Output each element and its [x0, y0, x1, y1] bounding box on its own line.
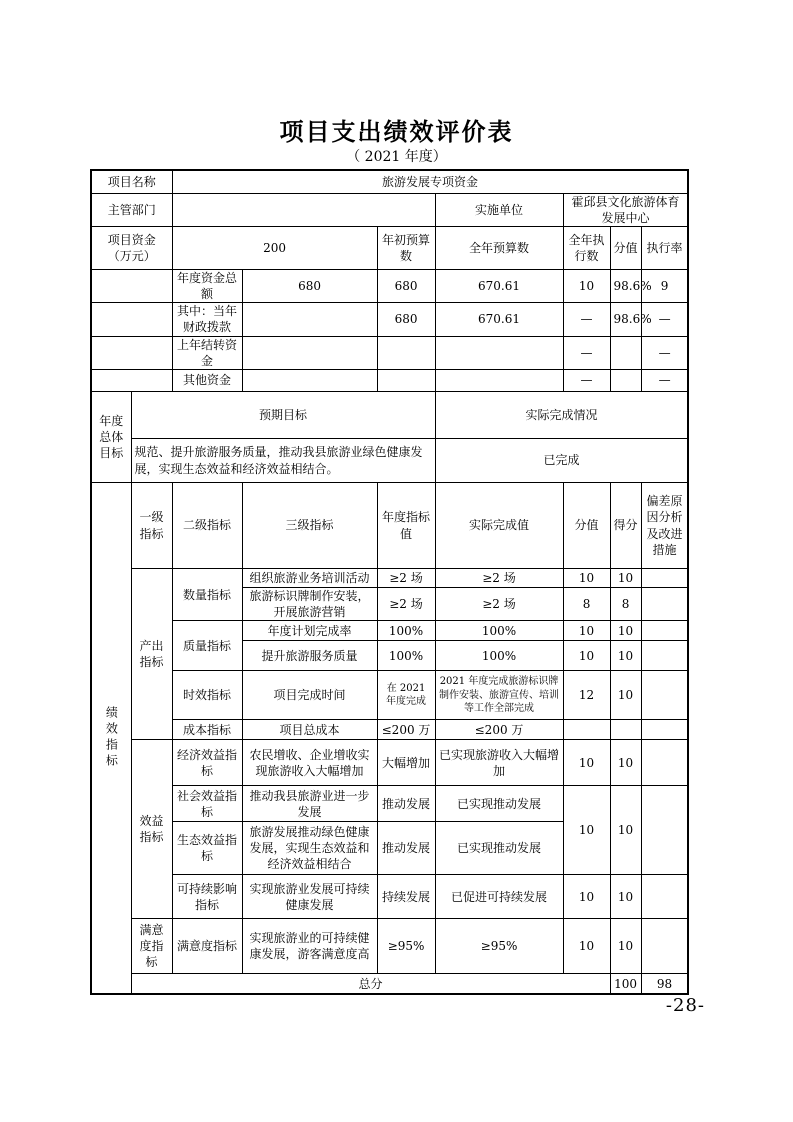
- satisfaction-label: 满意度指标: [131, 919, 172, 974]
- target-cell: 100%: [377, 641, 435, 671]
- funds-row-annual: 680: [377, 303, 435, 336]
- funds-row-annual: 680: [377, 269, 435, 302]
- score-cell: [563, 720, 610, 740]
- header-exec: 全年执行数: [563, 226, 610, 269]
- l3-cell: 项目总成本: [242, 720, 377, 740]
- actual-cell: 已实现旅游收入大幅增加: [435, 740, 563, 786]
- perf-header-target: 年度指标值: [377, 483, 435, 569]
- row-overall-content: [91, 439, 688, 483]
- table-row: [91, 875, 688, 919]
- overall-actual: 已完成: [435, 439, 688, 483]
- row-funds-carryover: [91, 336, 688, 369]
- funds-label: 项目资金 （万元）: [91, 226, 172, 269]
- output-label: 产出指标: [131, 569, 172, 740]
- perf-header-actual: 实际完成值: [435, 483, 563, 569]
- score-cell: 10: [563, 786, 610, 875]
- project-name-label: 项目名称: [91, 170, 172, 193]
- target-cell: ≥2 场: [377, 569, 435, 588]
- funds-row-label: 年度资金总额: [172, 269, 242, 302]
- row-total: [91, 974, 688, 994]
- row-funds-finance: [91, 303, 688, 336]
- funds-row-label: 其中：当年财政拨款: [172, 303, 242, 336]
- target-cell: 推动发展: [377, 786, 435, 822]
- target-cell: 大幅增加: [377, 740, 435, 786]
- score-cell: 10: [563, 740, 610, 786]
- funds-row-annual: [377, 336, 435, 369]
- page-number: -28-: [665, 995, 705, 1016]
- funds-row-rate: [610, 336, 641, 369]
- target-cell: ≥95%: [377, 919, 435, 974]
- funds-row-got: —: [641, 370, 688, 392]
- funds-row-got: —: [641, 336, 688, 369]
- table-row: [91, 569, 688, 588]
- actual-cell: 已实现推动发展: [435, 822, 563, 875]
- row-department: [91, 193, 688, 226]
- table-row: [91, 671, 688, 720]
- target-cell: ≤200 万: [377, 720, 435, 740]
- l2-cell: 质量指标: [172, 621, 242, 671]
- reason-cell: [641, 569, 688, 588]
- total-got: 98: [641, 974, 688, 994]
- l2-cell: 时效指标: [172, 671, 242, 720]
- row-project-name: [91, 170, 688, 193]
- got-cell: 10: [610, 875, 641, 919]
- funds-row-got: —: [641, 303, 688, 336]
- score-cell: 10: [563, 919, 610, 974]
- table-row: [91, 621, 688, 641]
- evaluation-table: [90, 169, 689, 995]
- actual-cell: 已促进可持续发展: [435, 875, 563, 919]
- l2-cell: 满意度指标: [172, 919, 242, 974]
- l3-cell: 提升旅游服务质量: [242, 641, 377, 671]
- funds-row-budget: 680: [242, 269, 377, 302]
- l3-cell: 实现旅游业的可持续健康发展，游客满意度高: [242, 919, 377, 974]
- row-overall-header: [91, 392, 688, 439]
- header-score: 分值: [610, 226, 641, 269]
- header-annual: 全年预算数: [435, 226, 563, 269]
- got-cell: 10: [610, 786, 641, 875]
- actual-cell: 2021 年度完成旅游标识牌制作安装、旅游宣传、培训等工作全部完成: [435, 671, 563, 720]
- l3-cell: 农民增收、企业增收实现旅游收入大幅增加: [242, 740, 377, 786]
- perf-header-reason: 偏差原因分析及改进措施: [641, 483, 688, 569]
- target-cell: ≥2 场: [377, 588, 435, 621]
- table-row: [91, 740, 688, 786]
- project-name-value: 旅游发展专项资金: [172, 170, 688, 193]
- score-cell: 12: [563, 671, 610, 720]
- l3-cell: 推动我县旅游业进一步发展: [242, 786, 377, 822]
- overall-label: 年度总体目标: [91, 392, 131, 483]
- total-label: 总分: [131, 974, 610, 994]
- l3-cell: 旅游发展推动绿色健康发展，实现生态效益和经济效益相结合: [242, 822, 377, 875]
- document-title: 项目支出绩效评价表: [279, 117, 514, 146]
- funds-row-got: 9: [641, 269, 688, 302]
- funds-row-score: 10: [563, 269, 610, 302]
- overall-actual-header: 实际完成情况: [435, 392, 688, 439]
- reason-cell: [641, 671, 688, 720]
- actual-cell: ≥2 场: [435, 588, 563, 621]
- actual-cell: ≥95%: [435, 919, 563, 974]
- funds-row-rate: [610, 370, 641, 392]
- table-row: [91, 919, 688, 974]
- got-cell: 10: [610, 569, 641, 588]
- row-funds-total: [91, 269, 688, 302]
- perf-header-l2: 二级指标: [172, 483, 242, 569]
- dept-label: 主管部门: [91, 193, 172, 226]
- perf-header-l3: 三级指标: [242, 483, 377, 569]
- row-funds-header: [91, 226, 688, 269]
- l2-cell: 数量指标: [172, 569, 242, 621]
- l2-cell: 生态效益指标: [172, 822, 242, 875]
- l3-cell: 年度计划完成率: [242, 621, 377, 641]
- funds-row-budget: [242, 336, 377, 369]
- score-cell: 10: [563, 569, 610, 588]
- l3-cell: 实现旅游业发展可持续健康发展: [242, 875, 377, 919]
- overall-expected: 规范、提升旅游服务质量，推动我县旅游业绿色健康发展，实现生态效益和经济效益相结合。: [131, 439, 435, 483]
- reason-cell: [641, 919, 688, 974]
- funds-row-rate: 98.6%: [610, 303, 641, 336]
- funds-row-exec: 670.61: [435, 269, 563, 302]
- dept-value: [172, 193, 435, 226]
- funds-row-score: —: [563, 303, 610, 336]
- score-cell: 10: [563, 621, 610, 641]
- funds-row-exec: 670.61: [435, 303, 563, 336]
- l3-cell: 组织旅游业务培训活动: [242, 569, 377, 588]
- got-cell: [610, 720, 641, 740]
- actual-cell: ≥2 场: [435, 569, 563, 588]
- actual-cell: 已实现推动发展: [435, 786, 563, 822]
- l2-cell: 可持续影响指标: [172, 875, 242, 919]
- row-funds-other: [91, 370, 688, 392]
- score-cell: 10: [563, 641, 610, 671]
- target-cell: 持续发展: [377, 875, 435, 919]
- reason-cell: [641, 740, 688, 786]
- total-score: 100: [610, 974, 641, 994]
- impl-value: 霍邱县文化旅游体育发展中心: [563, 193, 688, 226]
- impl-label: 实施单位: [435, 193, 563, 226]
- funds-row-score: —: [563, 336, 610, 369]
- row-perf-header: [91, 483, 688, 569]
- funds-row-label: 其他资金: [172, 370, 242, 392]
- funds-row-exec: [435, 336, 563, 369]
- actual-cell: ≤200 万: [435, 720, 563, 740]
- score-cell: 10: [563, 875, 610, 919]
- perf-header-got: 得分: [610, 483, 641, 569]
- funds-value: 200: [172, 226, 377, 269]
- funds-row-annual: [377, 370, 435, 392]
- table-row: [91, 720, 688, 740]
- got-cell: 10: [610, 621, 641, 641]
- l3-cell: 旅游标识牌制作安装，开展旅游营销: [242, 588, 377, 621]
- actual-cell: 100%: [435, 621, 563, 641]
- got-cell: 10: [610, 740, 641, 786]
- table-row: [91, 786, 688, 822]
- l2-cell: 社会效益指标: [172, 786, 242, 822]
- perf-label: 绩效指标: [91, 483, 131, 994]
- document-subtitle: （ 2021 年度）: [346, 149, 447, 165]
- target-cell: 100%: [377, 621, 435, 641]
- header-budget: 年初预算数: [377, 226, 435, 269]
- header-rate: 执行率: [641, 226, 688, 269]
- got-cell: 10: [610, 671, 641, 720]
- funds-row-exec: [435, 370, 563, 392]
- l2-cell: 成本指标: [172, 720, 242, 740]
- reason-cell: [641, 641, 688, 671]
- reason-cell: [641, 720, 688, 740]
- reason-cell: [641, 588, 688, 621]
- reason-cell: [641, 786, 688, 875]
- actual-cell: 100%: [435, 641, 563, 671]
- got-cell: 10: [610, 919, 641, 974]
- funds-row-score: —: [563, 370, 610, 392]
- reason-cell: [641, 621, 688, 641]
- perf-header-score: 分值: [563, 483, 610, 569]
- l3-cell: 项目完成时间: [242, 671, 377, 720]
- funds-row-budget: [242, 303, 377, 336]
- overall-expected-header: 预期目标: [131, 392, 435, 439]
- score-cell: 8: [563, 588, 610, 621]
- benefit-label: 效益指标: [131, 740, 172, 919]
- perf-header-l1: 一级指标: [131, 483, 172, 569]
- l2-cell: 经济效益指标: [172, 740, 242, 786]
- got-cell: 10: [610, 641, 641, 671]
- target-cell: 推动发展: [377, 822, 435, 875]
- got-cell: 8: [610, 588, 641, 621]
- target-cell: 在 2021 年度完成: [377, 671, 435, 720]
- funds-row-budget: [242, 370, 377, 392]
- reason-cell: [641, 875, 688, 919]
- funds-row-rate: 98.6%: [610, 269, 641, 302]
- funds-row-label: 上年结转资金: [172, 336, 242, 369]
